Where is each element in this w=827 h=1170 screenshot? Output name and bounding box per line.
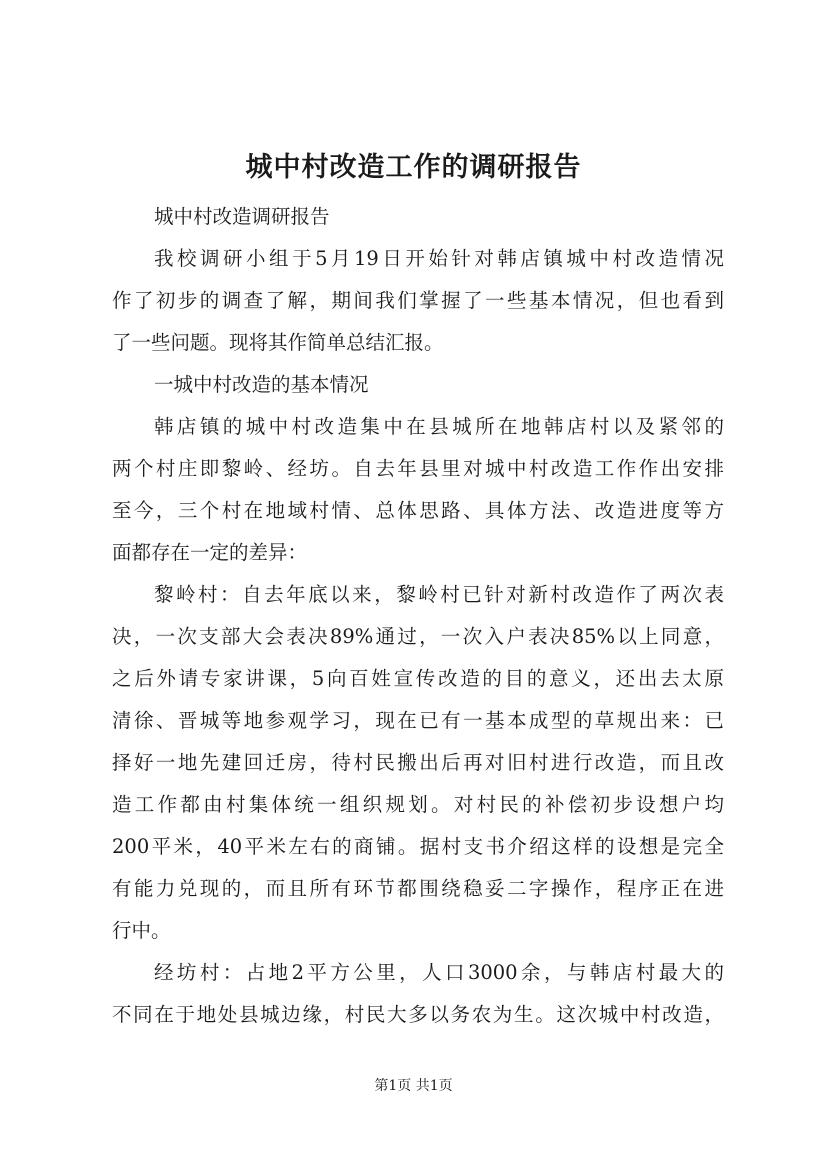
text-line: 两个村庄即黎岭、经坊。自去年县里对城中村改造工作作出安排 (112, 457, 724, 480)
text-line: 造工作都由村集体统一组织规划。对村民的补偿初步设想户均 (112, 793, 724, 816)
text-line: 有能力兑现的，而且所有环节都围绕稳妥二字操作，程序正在进 (112, 877, 724, 900)
document-body (112, 196, 724, 1036)
text-line: 不同在于地处县城边缘，村民大多以务农为生。这次城中村改造， (112, 1003, 724, 1026)
text-line: 200平米，40平米左右的商铺。据村支书介绍这样的设想是完全 (112, 835, 724, 858)
text-line: 我校调研小组于5月19日开始针对韩店镇城中村改造情况 (154, 247, 724, 270)
text-line: 韩店镇的城中村改造集中在县城所在地韩店村以及紧邻的 (154, 415, 724, 438)
text-line: 城中村改造调研报告 (154, 205, 330, 228)
text-line: 择好一地先建回迁房，待村民搬出后再对旧村进行改造，而且改 (112, 751, 724, 774)
page-footer: 第1页 共1页 (374, 1078, 453, 1094)
text-line: 之后外请专家讲课，5向百姓宣传改造的目的意义，还出去太原 (112, 667, 724, 690)
document-title: 城中村改造工作的调研报告 (245, 152, 582, 183)
text-line: 行中。 (112, 919, 171, 942)
text-line: 决，一次支部大会表决89%通过，一次入户表决85%以上同意， (112, 625, 724, 648)
text-line: 作了初步的调查了解，期间我们掌握了一些基本情况，但也看到 (112, 289, 724, 312)
text-line: 黎岭村：自去年底以来，黎岭村已针对新村改造作了两次表 (154, 583, 724, 606)
text-line: 一城中村改造的基本情况 (154, 373, 369, 396)
text-line: 清徐、晋城等地参观学习，现在已有一基本成型的草规出来：已 (112, 709, 724, 732)
text-line: 至今，三个村在地域村情、总体思路、具体方法、改造进度等方 (112, 499, 724, 522)
text-line: 了一些问题。现将其作简单总结汇报。 (112, 331, 444, 354)
text-line: 经坊村：占地2平方公里，人口3000余，与韩店村最大的 (154, 961, 724, 984)
text-line: 面都存在一定的差异： (112, 541, 308, 564)
